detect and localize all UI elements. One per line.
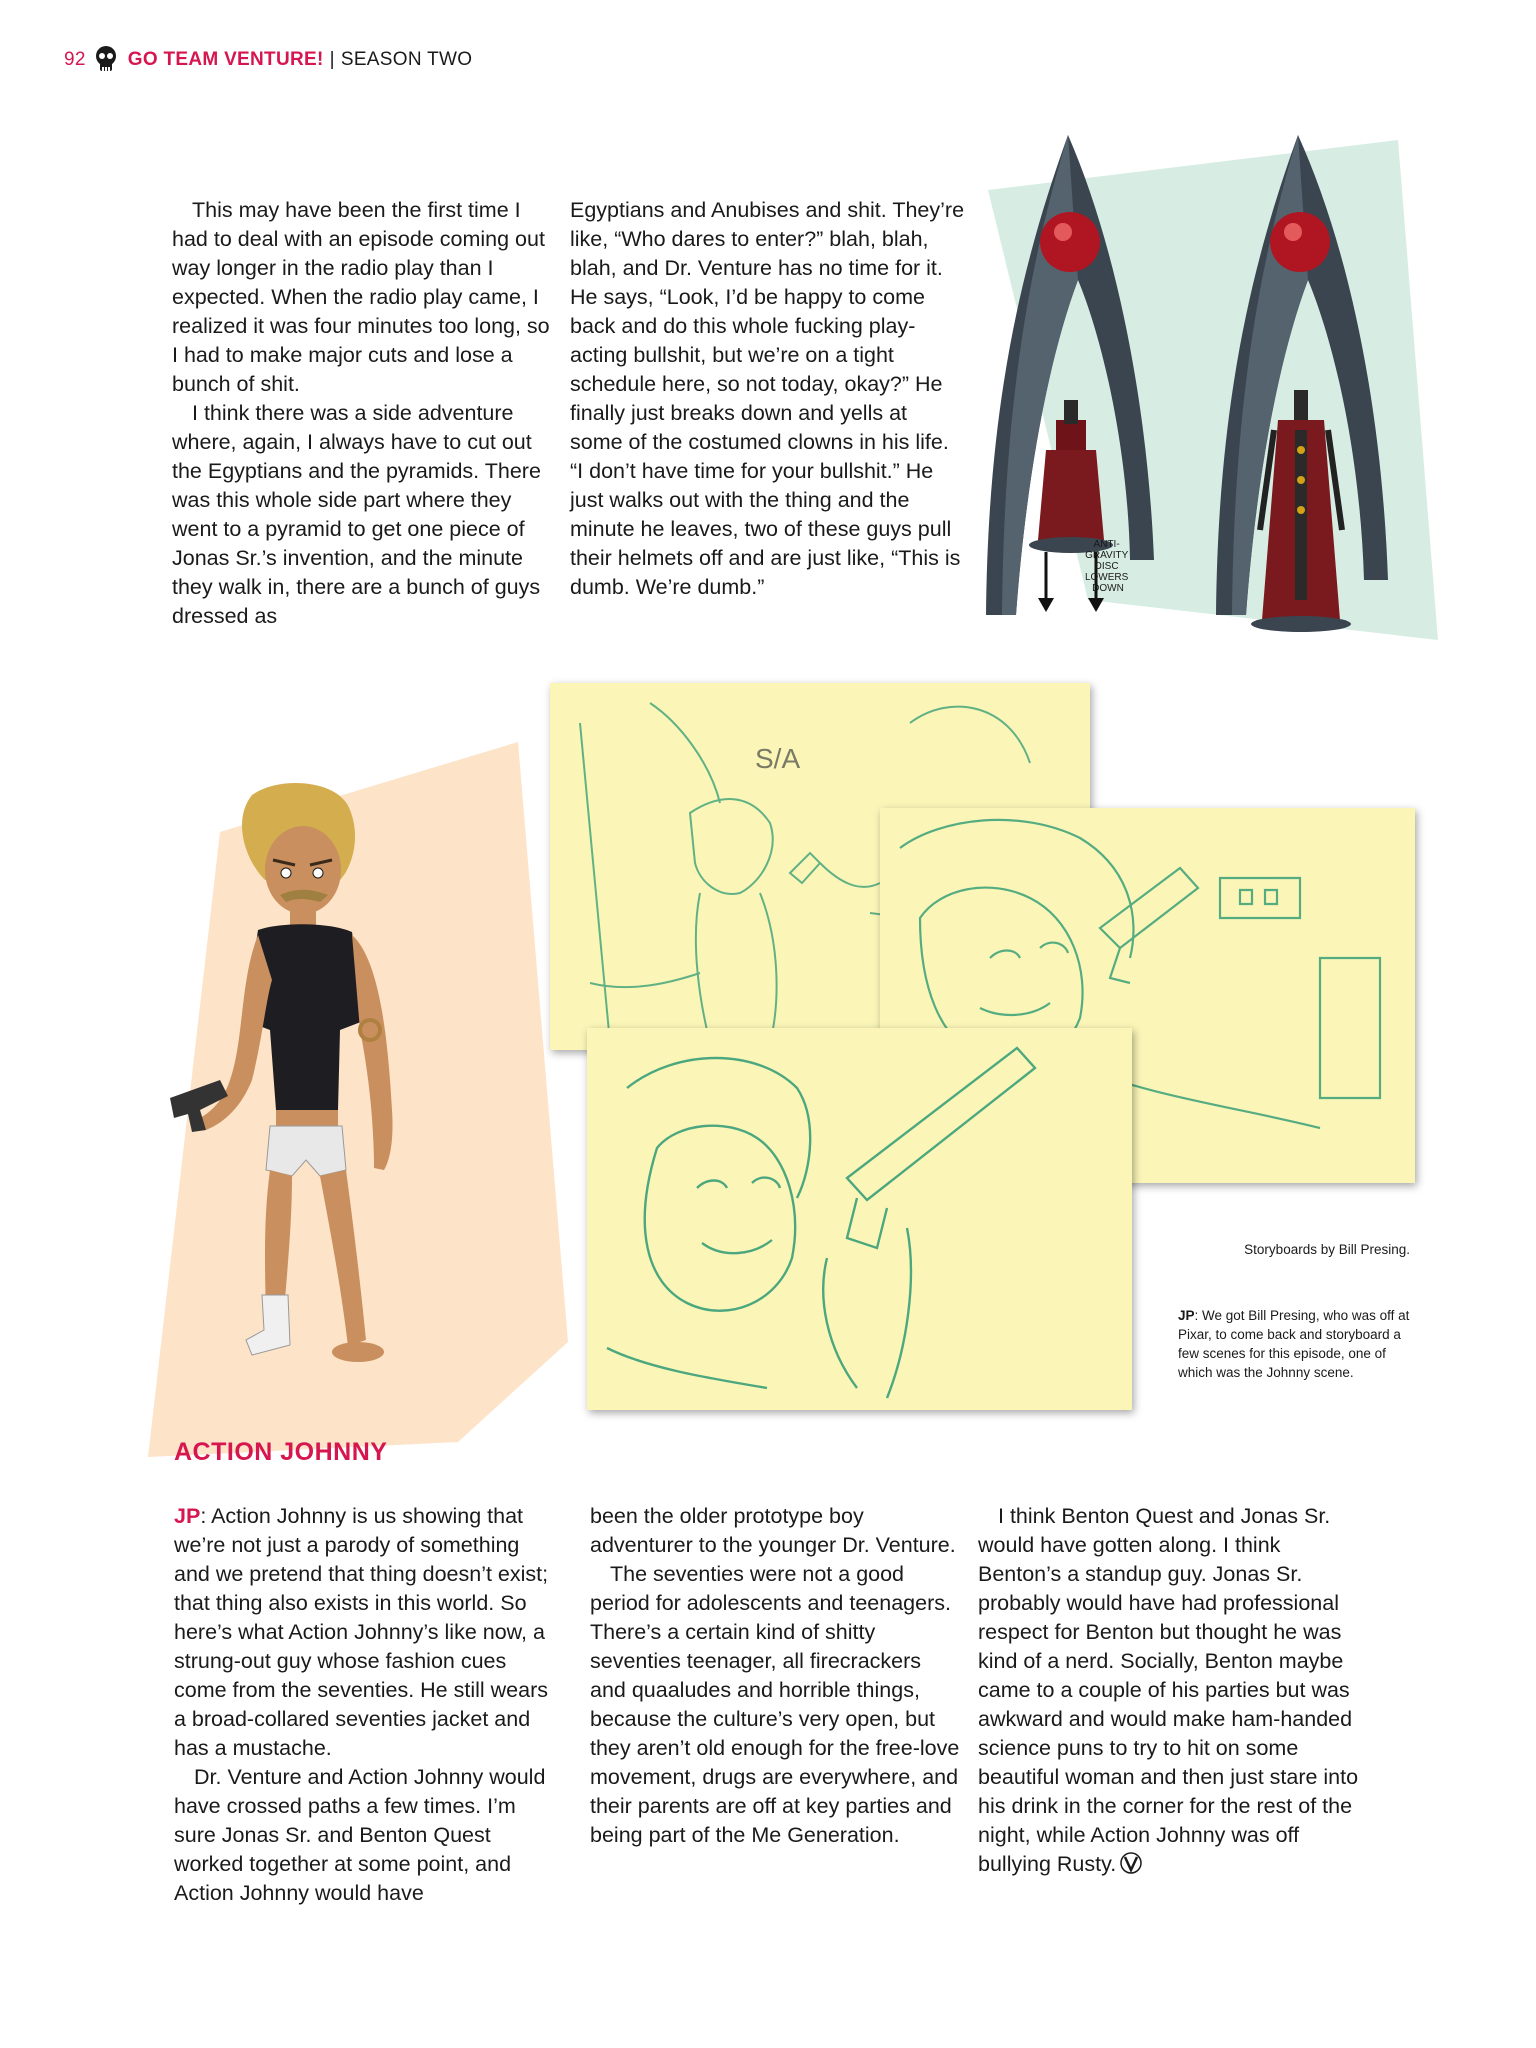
pod-label-line: ANTI- bbox=[1093, 539, 1120, 550]
storyboard-panel-3 bbox=[587, 1028, 1132, 1410]
sketch-mark: S/A bbox=[755, 743, 801, 774]
body-paragraph: Dr. Venture and Action Johnny would have crossed paths a few times. I’m sure Jonas Sr. and Benton Quest worked together at some point, and Action Johnny would have bbox=[174, 1765, 546, 1905]
body-paragraph bbox=[978, 1502, 1362, 1879]
venture-v-end-icon bbox=[1120, 1852, 1142, 1874]
intro-column-1 bbox=[172, 196, 552, 631]
action-johnny-figure bbox=[170, 780, 500, 1370]
action-johnny-column-1 bbox=[174, 1502, 558, 1908]
page-number: 92 bbox=[64, 49, 86, 70]
pod-label-line: LOWERS bbox=[1084, 572, 1129, 583]
body-text: I think Benton Quest and Jonas Sr. would have gotten along. I think Benton’s a standup guy. Jonas Sr. probably would have had professional respect for Benton but thought he was kind of a nerd. Socially, Benton maybe came to a couple of his parties but was awkward and would make ham-handed science puns to try to hit on some beautiful woman and then just stare into his drink in the corner for the rest of the night, while Action Johnny was off bullying Rusty. bbox=[978, 1504, 1359, 1876]
antigravity-pods-illustration bbox=[968, 120, 1452, 640]
intro-column-2 bbox=[570, 196, 965, 602]
series-title: GO TEAM VENTURE! bbox=[127, 49, 324, 70]
running-header bbox=[64, 44, 472, 76]
body-paragraph bbox=[174, 1502, 558, 1763]
pod-label-line: GRAVITY bbox=[1085, 550, 1129, 561]
skull-icon bbox=[94, 45, 118, 75]
section-title: SEASON TWO bbox=[340, 49, 473, 70]
speaker-initials: JP bbox=[174, 1504, 201, 1528]
action-johnny-column-2 bbox=[590, 1502, 960, 1850]
pod-label-line: DOWN bbox=[1092, 583, 1124, 594]
body-text: : Action Johnny is us showing that we’re not just a parody of something and we pretend that thing doesn’t exist; that thing also exists in this world. So here’s what Action Johnny’s like now, a strung-out guy whose fashion cues come from the seventies. He still wears a broad-collared seventies jacket and has a mustache. bbox=[174, 1504, 549, 1760]
storyboard-credit: Storyboards by Bill Presing. bbox=[1244, 1242, 1410, 1257]
intro-paragraph: This may have been the first time I had to deal with an episode coming out way longer in the radio play than I expected. When the radio play came, I realized it was four minutes too long, so I had to make major cuts and lose a bunch of shit. bbox=[172, 198, 550, 396]
intro-paragraph: I think there was a side adventure where, again, I always have to cut out the Egyptians and the pyramids. There was this whole side part where they went to a pyramid to get one piece of Jonas Sr.’s invention, and the minute they walk in, there are a bunch of guys dressed as bbox=[172, 401, 541, 628]
body-paragraph: The seventies were not a good period for adolescents and teenagers. There’s a certain kind of shitty seventies teenager, all firecrackers and quaaludes and horrible things, because the culture’s very open, but they aren’t old enough for the free-love movement, drugs are everywhere, and their parents are off at key parties and being part of the Me Generation. bbox=[590, 1562, 960, 1847]
caption-text: : We got Bill Presing, who was off at Pixar, to come back and storyboard a few scenes for this episode, one of which was the Johnny scene. bbox=[1178, 1308, 1410, 1380]
caption-speaker: JP bbox=[1178, 1308, 1195, 1323]
body-paragraph: been the older prototype boy adventurer to the younger Dr. Venture. bbox=[590, 1504, 956, 1557]
header-separator: | bbox=[329, 49, 335, 70]
intro-paragraph: Egyptians and Anubises and shit. They’re like, “Who dares to enter?” blah, blah, blah, and Dr. Venture has no time for it. He says, “Look, I’d be happy to come back and do this whole fucking play-acting bullshit, but we’re on a tight schedule here, so not today, okay?” He finally just breaks down and yells at some of the costumed clowns in his life. “I don’t have time for your bullshit.” He just walks out with the thing and the minute he leaves, two of these guys pull their helmets off and are just like, “This is dumb. We’re dumb.” bbox=[570, 198, 965, 599]
pod-label-line: DISC bbox=[1094, 561, 1119, 572]
section-heading: ACTION JOHNNY bbox=[174, 1438, 388, 1466]
storyboard-caption bbox=[1178, 1306, 1410, 1382]
action-johnny-column-3 bbox=[978, 1502, 1362, 1879]
